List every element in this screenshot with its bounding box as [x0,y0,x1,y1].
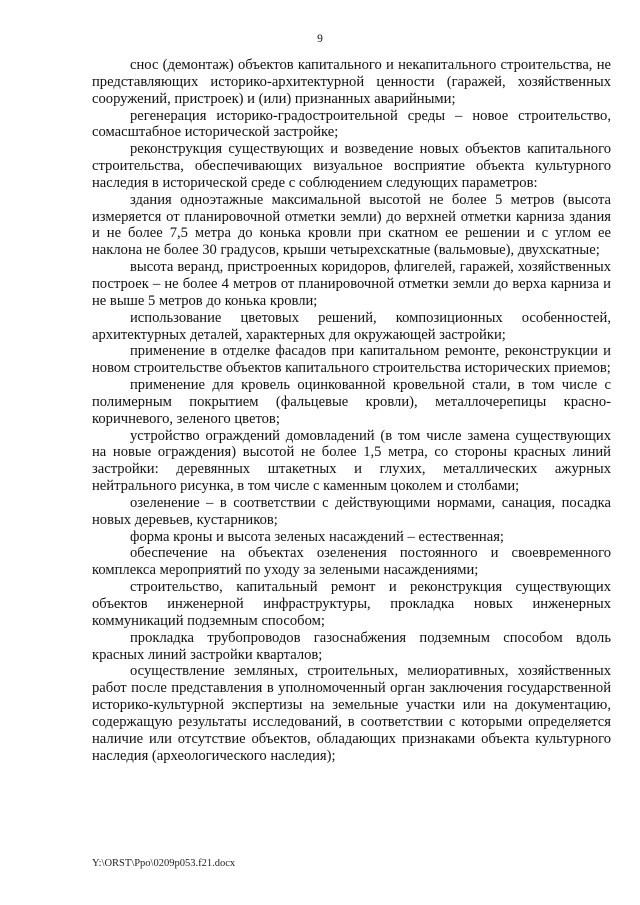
paragraph-color-solutions: использование цветовых решений, композиционных особенностей, архитектурных деталей, характерных для окружающей застройки; [92,309,611,343]
paragraph-infrastructure: строительство, капитальный ремонт и реконструкция существующих объектов инженерной инфраструктуры, прокладка новых инженерных коммуникаций подземным способом; [92,579,611,629]
paragraph-demolition: снос (демонтаж) объектов капитального и некапитального строительства, не представляющих историко-архитектурной ценности (гаражей, хозяйственных сооружений, пристроек) и (или) признанных аварийными; [92,57,611,107]
paragraph-gas-pipelines: прокладка трубопроводов газоснабжения подземным способом вдоль красных линий застройки кварталов; [92,629,611,663]
paragraph-regeneration: регенерация историко-градостроительной среды – новое строительство, сомасштабное исторической застройке; [92,107,611,141]
document-body [92,57,611,764]
paragraph-crown-form: форма кроны и высота зеленых насаждений – естественная; [130,528,504,545]
paragraph-roofing: применение для кровель оцинкованной кровельной стали, в том числе с полимерным покрытием (фальцевые кровли), металлочерепицы красно-коричневого, зеленого цветов; [92,377,611,427]
paragraph-earthworks: осуществление земляных, строительных, мелиоративных, хозяйственных работ после представления в уполномоченный орган заключения государственной историко-культурной экспертизы на земельные участки или на документацию, содержащую результаты исследований, в соответствии с которыми определяется наличие или отсутствие объектов, обладающих признаками объекта культурного наследия (археологического наследия); [92,663,611,764]
paragraph-fencing: устройство ограждений домовладений (в том числе замена существующих на новые ограждения) высотой не более 1,5 метра, со стороны красных линий застройки: деревянных штакетных и глухих, металлических ажурных нейтрального рисунка, в том числе с каменным цоколем и столбами; [92,427,611,495]
paragraph-building-height: здания одноэтажные максимальной высотой не более 5 метров (высота измеряется от планировочной отметки земли) до верхней отметки карниза здания и не более 7,5 метра до конька кровли при скатном ее решении и с углом ее наклона не более 30 градусов, крыши четырехскатные (вальмовые), двухскатные; [92,191,611,259]
footer-file-path: Y:\ORST\Ppo\0209p053.f21.docx [92,858,236,869]
paragraph-facade-finishing: применение в отделке фасадов при капитальном ремонте, реконструкции и новом строительстве объектов капитального строительства исторических приемов; [92,343,611,377]
paragraph-landscaping: озеленение – в соответствии с действующими нормами, санация, посадка новых деревьев, кустарников; [92,494,611,528]
page-number: 9 [317,33,323,45]
paragraph-outbuilding-height: высота веранд, пристроенных коридоров, флигелей, гаражей, хозяйственных построек – не более 4 метров от планировочной отметки земли до верха карниза и не выше 5 метров до конька кровли; [92,259,611,309]
paragraph-green-care: обеспечение на объектах озеленения постоянного и своевременного комплекса мероприятий по уходу за зелеными насаждениями; [92,545,611,579]
paragraph-reconstruction: реконструкция существующих и возведение новых объектов капитального строительства, обеспечивающих визуальное восприятие объекта культурного наследия в исторической среде с соблюдением следующих параметров: [92,141,611,191]
